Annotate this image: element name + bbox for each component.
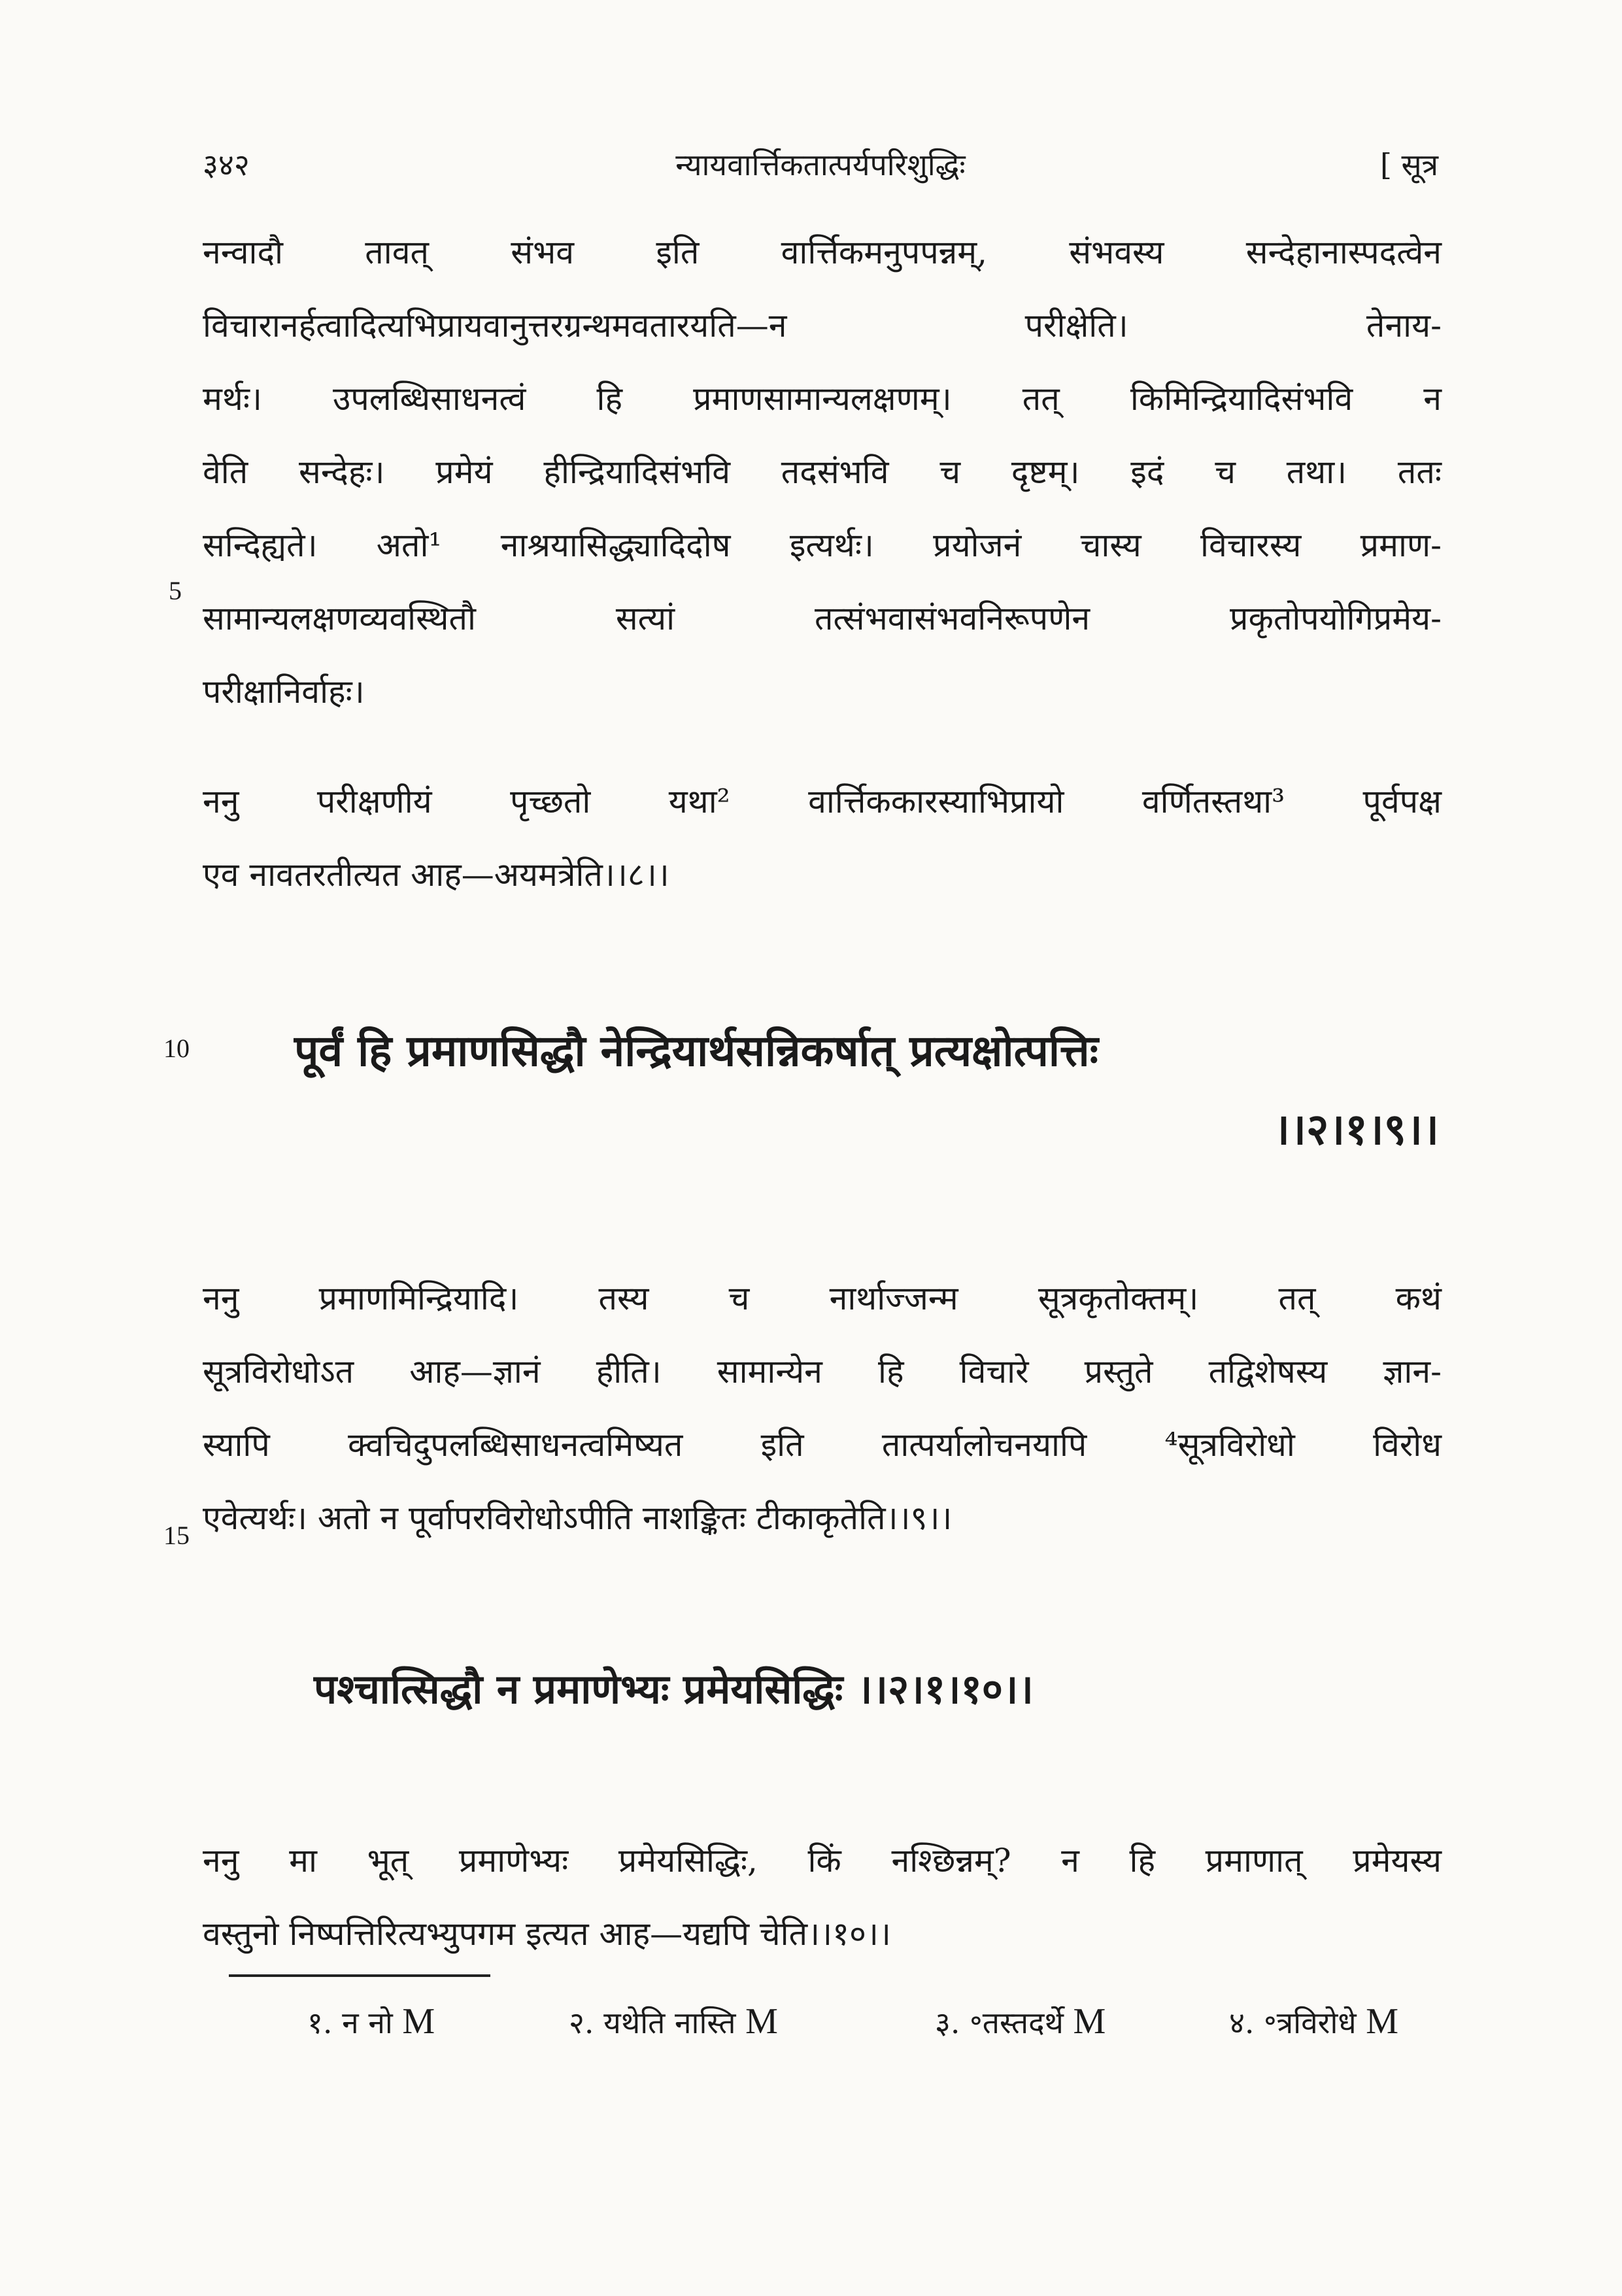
sutra-number: ।।२।१।९।। xyxy=(1273,1104,1439,1155)
sutra-line-2 xyxy=(314,1661,1034,1715)
text-line: मर्थः। उपलब्धिसाधनत्वं हि प्रमाणसामान्यलक्षणम्। तत् किमिन्द्रियादिसंभवि न xyxy=(203,380,1442,418)
sutra-text: पश्चात्सिद्धौ न प्रमाणेभ्यः प्रमेयसिद्धिः xyxy=(314,1665,843,1713)
text-line: एवेत्यर्थः। अतो न पूर्वापरविरोधोऽपीति नाशङ्कितः टीकाकृतेति।।९।। xyxy=(203,1499,953,1537)
footnote-3 xyxy=(935,2001,1106,2042)
text-line: ननु मा भूत् प्रमाणेभ्यः प्रमेयसिद्धिः, किं नश्छिन्नम्? न हि प्रमाणात् प्रमेयस्य xyxy=(203,1842,1442,1880)
text-line: ननु परीक्षणीयं पृच्छतो यथा² वार्त्तिककारस्याभिप्रायो वर्णितस्तथा³ पूर्वपक्ष xyxy=(203,783,1442,820)
text-line: सूत्रविरोधोऽत आह—ज्ञानं हीति। सामान्येन हि विचारे प्रस्तुते तद्विशेषस्य ज्ञान- xyxy=(203,1353,1442,1391)
footnote-label: ३. ॰तस्तदर्थे xyxy=(935,2005,1064,2040)
text-line: विचारानर्हत्वादित्यभिप्रायवानुत्तरग्रन्थमवतारयति—न परीक्षेति। तेनाय- xyxy=(203,307,1442,345)
footnote-1 xyxy=(307,2001,435,2042)
text-line: स्यापि क्वचिदुपलब्धिसाधनत्वमिष्यत इति तात्पर्यालोचनयापि ⁴सूत्रविरोधो विरोध xyxy=(203,1426,1442,1464)
text-line: परीक्षानिर्वाहः। xyxy=(203,673,365,711)
line-number: 5 xyxy=(169,576,182,605)
line-number: 10 xyxy=(163,1034,190,1063)
text-line: सामान्यलक्षणव्यवस्थितौ सत्यां तत्संभवासंभवनिरूपणेन प्रकृतोपयोगिप्रमेय- xyxy=(203,599,1442,637)
footnote-manuscript: M xyxy=(1366,2001,1399,2042)
sutra-number: ।।२।१।१०।। xyxy=(856,1665,1034,1713)
footnote-4 xyxy=(1229,2001,1398,2042)
text-line: ननु प्रमाणमिन्द्रियादि। तस्य च नार्थाज्जन्म सूत्रकृतोक्तम्। तत् कथं xyxy=(203,1279,1442,1317)
text-line: वेति सन्देहः। प्रमेयं हीन्द्रियादिसंभवि तदसंभवि च दृष्टम्। इदं च तथा। ततः xyxy=(203,453,1442,491)
page-number: ३४२ xyxy=(203,147,250,182)
footnote-manuscript: M xyxy=(402,2001,435,2042)
footnote-manuscript: M xyxy=(1073,2001,1106,2042)
footnote-manuscript: M xyxy=(745,2001,778,2042)
line-number: 15 xyxy=(163,1521,190,1550)
sutra-text: पूर्वं हि प्रमाणसिद्धौ नेन्द्रियार्थसन्निकर्षात् प्रत्यक्षोत्पत्तिः xyxy=(294,1025,1098,1076)
footnote-label: १. न नो xyxy=(307,2005,393,2040)
section-label: [ सूत्र xyxy=(1379,147,1438,182)
footnote-divider xyxy=(229,1974,490,1977)
running-header xyxy=(203,144,1438,196)
footnote-2 xyxy=(569,2001,778,2042)
book-title: न्यायवार्त्तिकतात्पर्यपरिशुद्धिः xyxy=(675,147,966,182)
commentary-paragraph-2 xyxy=(203,765,1442,911)
text-line: एव नावतरतीत्यत आह—अयमत्रेति।।८।। xyxy=(203,856,669,894)
text-line: नन्वादौ तावत् संभव इति वार्त्तिकमनुपपन्नम्, संभवस्य सन्देहानास्पदत्वेन xyxy=(203,233,1442,271)
commentary-paragraph-3 xyxy=(203,1262,1442,1555)
commentary-paragraph-1 xyxy=(203,216,1442,728)
commentary-paragraph-4 xyxy=(203,1824,1442,1970)
text-line: सन्दिह्यते। अतो¹ नाश्रयासिद्ध्यादिदोष इत्यर्थः। प्रयोजनं चास्य विचारस्य प्रमाण- xyxy=(203,526,1442,564)
text-line: वस्तुनो निष्पत्तिरित्यभ्युपगम इत्यत आह—यद्यपि चेति।।१०।। xyxy=(203,1915,891,1953)
footnote-label: ४. ॰त्रविरोधे xyxy=(1229,2005,1357,2040)
footnote-label: २. यथेति नास्ति xyxy=(569,2005,736,2040)
